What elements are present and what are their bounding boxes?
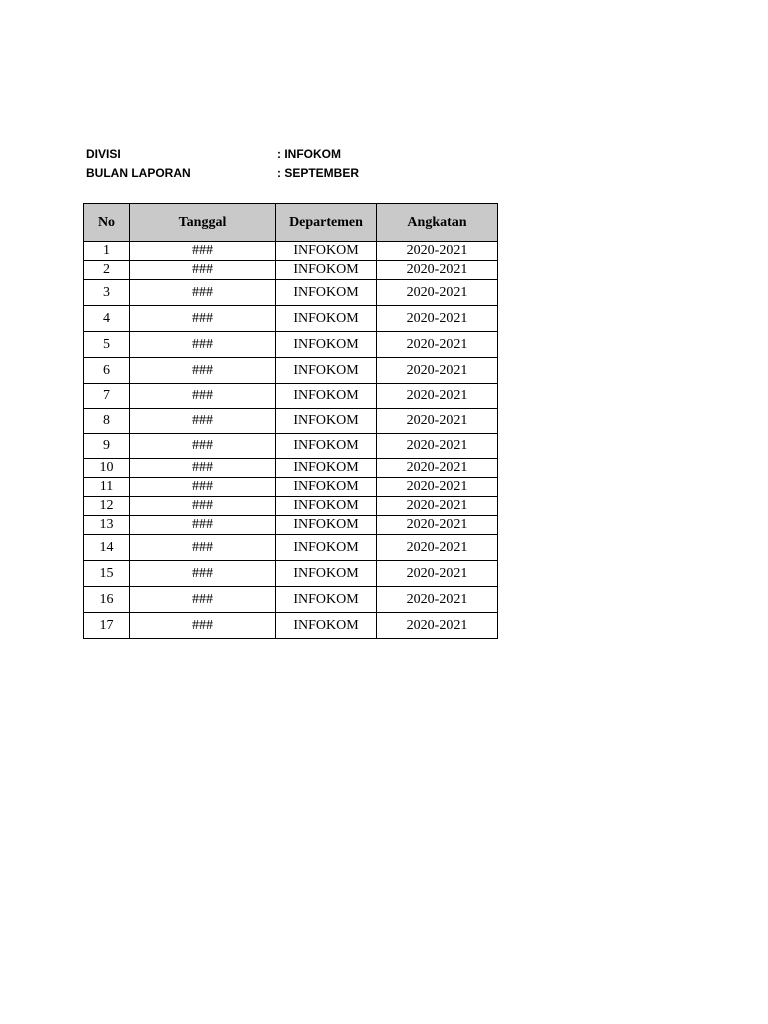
table-row: [84, 535, 498, 561]
cell-departemen: INFOKOM: [276, 561, 377, 587]
division-label: DIVISI: [86, 147, 121, 161]
cell-tanggal: ###: [130, 459, 276, 478]
cell-no: 13: [84, 516, 130, 535]
cell-tanggal: ###: [130, 384, 276, 409]
cell-angkatan: 2020-2021: [377, 613, 498, 639]
table-row: [84, 587, 498, 613]
table-row: [84, 613, 498, 639]
cell-angkatan: 2020-2021: [377, 587, 498, 613]
table-row: [84, 332, 498, 358]
cell-no: 10: [84, 459, 130, 478]
cell-angkatan: 2020-2021: [377, 561, 498, 587]
table-row: [84, 459, 498, 478]
report-month-value: : SEPTEMBER: [277, 166, 360, 180]
table-body: [84, 242, 498, 639]
cell-tanggal: ###: [130, 358, 276, 384]
cell-angkatan: 2020-2021: [377, 409, 498, 434]
cell-no: 14: [84, 535, 130, 561]
table-header-row: [84, 204, 498, 242]
cell-angkatan: 2020-2021: [377, 358, 498, 384]
cell-no: 16: [84, 587, 130, 613]
cell-no: 6: [84, 358, 130, 384]
table-row: [84, 384, 498, 409]
cell-tanggal: ###: [130, 409, 276, 434]
division-value: : INFOKOM: [277, 147, 341, 161]
column-header-no: No: [84, 204, 130, 242]
cell-tanggal: ###: [130, 280, 276, 306]
cell-no: 5: [84, 332, 130, 358]
report-month-label: BULAN LAPORAN: [86, 166, 191, 180]
cell-tanggal: ###: [130, 561, 276, 587]
cell-angkatan: 2020-2021: [377, 306, 498, 332]
table-row: [84, 516, 498, 535]
cell-angkatan: 2020-2021: [377, 478, 498, 497]
cell-tanggal: ###: [130, 306, 276, 332]
cell-angkatan: 2020-2021: [377, 497, 498, 516]
table-row: [84, 561, 498, 587]
column-header-tanggal: Tanggal: [130, 204, 276, 242]
cell-departemen: INFOKOM: [276, 409, 377, 434]
cell-departemen: INFOKOM: [276, 261, 377, 280]
cell-departemen: INFOKOM: [276, 280, 377, 306]
cell-no: 7: [84, 384, 130, 409]
cell-tanggal: ###: [130, 535, 276, 561]
column-header-departemen: Departemen: [276, 204, 377, 242]
cell-tanggal: ###: [130, 478, 276, 497]
cell-tanggal: ###: [130, 242, 276, 261]
cell-no: 3: [84, 280, 130, 306]
cell-tanggal: ###: [130, 332, 276, 358]
cell-departemen: INFOKOM: [276, 332, 377, 358]
cell-departemen: INFOKOM: [276, 306, 377, 332]
cell-departemen: INFOKOM: [276, 497, 377, 516]
cell-no: 11: [84, 478, 130, 497]
cell-tanggal: ###: [130, 434, 276, 459]
cell-tanggal: ###: [130, 497, 276, 516]
cell-no: 1: [84, 242, 130, 261]
cell-departemen: INFOKOM: [276, 242, 377, 261]
cell-angkatan: 2020-2021: [377, 459, 498, 478]
cell-departemen: INFOKOM: [276, 613, 377, 639]
cell-no: 17: [84, 613, 130, 639]
cell-angkatan: 2020-2021: [377, 332, 498, 358]
report-table: [83, 203, 498, 639]
cell-angkatan: 2020-2021: [377, 261, 498, 280]
cell-angkatan: 2020-2021: [377, 434, 498, 459]
table-row: [84, 242, 498, 261]
cell-tanggal: ###: [130, 587, 276, 613]
cell-departemen: INFOKOM: [276, 459, 377, 478]
cell-no: 8: [84, 409, 130, 434]
table-row: [84, 434, 498, 459]
cell-angkatan: 2020-2021: [377, 242, 498, 261]
cell-no: 9: [84, 434, 130, 459]
cell-angkatan: 2020-2021: [377, 516, 498, 535]
cell-no: 12: [84, 497, 130, 516]
cell-no: 4: [84, 306, 130, 332]
cell-no: 2: [84, 261, 130, 280]
cell-departemen: INFOKOM: [276, 384, 377, 409]
table-row: [84, 261, 498, 280]
table-row: [84, 358, 498, 384]
table-row: [84, 409, 498, 434]
cell-departemen: INFOKOM: [276, 478, 377, 497]
cell-tanggal: ###: [130, 613, 276, 639]
cell-departemen: INFOKOM: [276, 535, 377, 561]
cell-departemen: INFOKOM: [276, 516, 377, 535]
cell-tanggal: ###: [130, 261, 276, 280]
table-row: [84, 478, 498, 497]
table-row: [84, 497, 498, 516]
cell-tanggal: ###: [130, 516, 276, 535]
cell-no: 15: [84, 561, 130, 587]
table-row: [84, 280, 498, 306]
column-header-angkatan: Angkatan: [377, 204, 498, 242]
cell-departemen: INFOKOM: [276, 434, 377, 459]
cell-departemen: INFOKOM: [276, 358, 377, 384]
cell-angkatan: 2020-2021: [377, 384, 498, 409]
table-row: [84, 306, 498, 332]
cell-angkatan: 2020-2021: [377, 535, 498, 561]
cell-departemen: INFOKOM: [276, 587, 377, 613]
cell-angkatan: 2020-2021: [377, 280, 498, 306]
